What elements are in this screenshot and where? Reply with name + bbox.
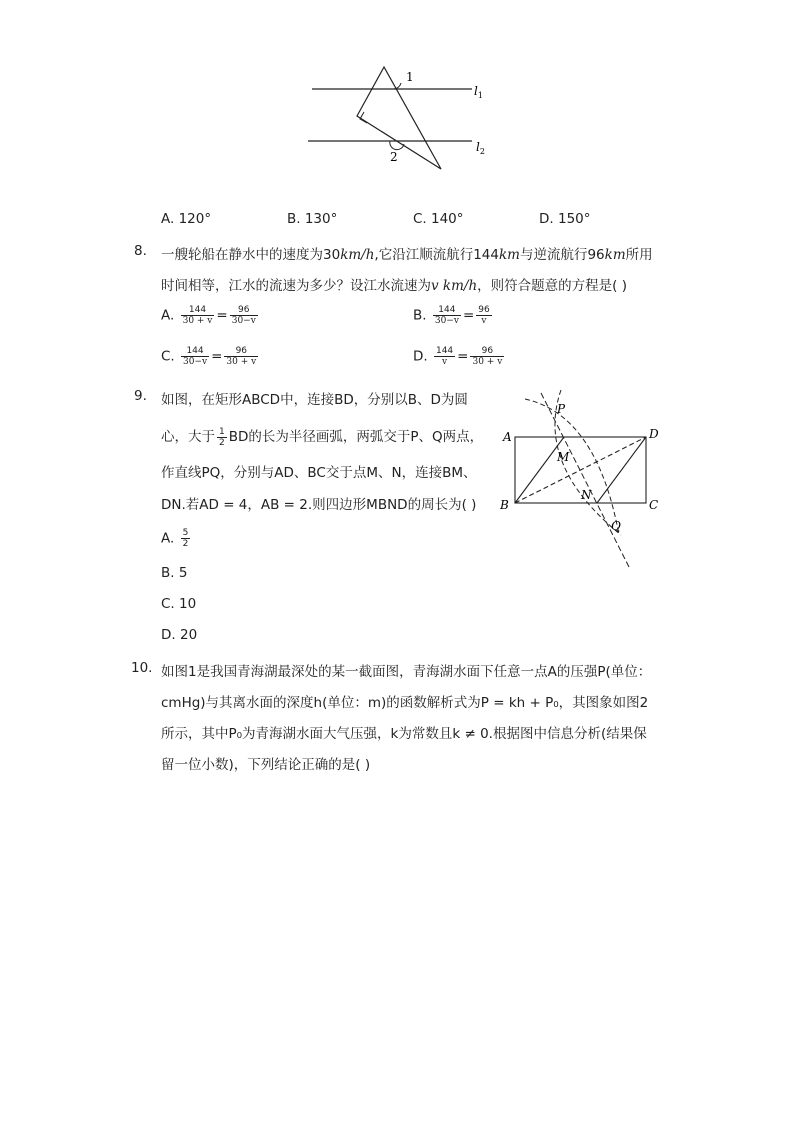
q8-option-b[interactable]: B. $\frac{144}{30-v}$ = $\frac{96}{v}$ (413, 305, 490, 326)
label-a: A (503, 430, 512, 444)
label-p: P (557, 402, 566, 416)
label-b: B (500, 498, 509, 512)
q9-option-b[interactable]: B. 5 (161, 565, 188, 581)
q8-option-d[interactable]: D. $\frac{144}{v}$ = $\frac{96}{30 + v}$ (413, 346, 503, 367)
arc-from-b (525, 399, 619, 535)
rectangle-abcd-figure (495, 385, 675, 575)
line-l1-label: $l_1$ (474, 84, 483, 100)
angle-2-arc (390, 141, 404, 150)
segment-bm (515, 437, 564, 503)
q9-stem-line1: 如图，在矩形ABCD中，连接BD，分别以B、D为圆 (161, 392, 468, 408)
q8-option-c[interactable]: C. $\frac{144}{30-v}$ = $\frac{96}{30 + v}$ (161, 346, 257, 367)
line-pq (541, 393, 629, 567)
label-m: M (557, 450, 570, 464)
angle-1-label: 1 (406, 70, 414, 84)
q9-option-a[interactable]: A. $\frac{5}{2}$ (161, 528, 189, 549)
label-n: N (581, 488, 592, 502)
q9-stem-line4: DN.若AD = 4，AB = 2.则四边形MBND的周长为( ) (161, 497, 477, 513)
q7-option-c[interactable]: C. 140° (413, 211, 464, 227)
q9-option-d[interactable]: D. 20 (161, 627, 198, 643)
q9-number: 9. (134, 388, 147, 404)
q9-stem-line2: 心，大于 $\frac{1}{2}$ BD的长为半径画弧，两弧交于P、Q两点， (161, 426, 484, 448)
label-c: C (649, 498, 659, 512)
q10-stem-line2: cmHg)与其离水面的深度h(单位：m)的函数解析式为P = kh + P₀，其图象如图2 (161, 695, 649, 711)
parallel-lines-triangle-figure (300, 60, 500, 175)
q8-option-a[interactable]: A. $\frac{144}{30 + v}$ = $\frac{96}{30-v}$ (161, 305, 256, 326)
q7-option-b[interactable]: B. 130° (287, 211, 338, 227)
label-d: D (649, 427, 659, 441)
q7-option-a[interactable]: A. 120° (161, 211, 212, 227)
q8-number: 8. (134, 243, 147, 259)
q10-stem-line1: 如图1是我国青海湖最深处的某一截面图，青海湖水面下任意一点A的压强P(单位： (161, 664, 652, 680)
q10-number: 10. (131, 660, 153, 676)
segment-dn (597, 437, 646, 503)
q9-stem-line3: 作直线PQ，分别与AD、BC交于点M、N，连接BM、 (161, 465, 477, 481)
q9-option-c[interactable]: C. 10 (161, 596, 197, 612)
q10-stem-line4: 留一位小数)，下列结论正确的是( ) (161, 757, 371, 773)
angle-2-label: 2 (390, 150, 398, 164)
q10-stem-line3: 所示，其中P₀为青海湖水面大气压强，k为常数且k ≠ 0.根据图中信息分析(结果保 (161, 726, 647, 742)
label-q: Q (611, 519, 621, 533)
q8-stem-line1: 一艘轮船在静水中的速度为30km/h,它沿江顺流航行144km与逆流航行96km所用 (161, 247, 653, 263)
line-l2-label: $l_2$ (476, 140, 485, 156)
right-triangle (357, 67, 441, 169)
q7-option-d[interactable]: D. 150° (539, 211, 591, 227)
q8-stem-line2: 时间相等，江水的流速为多少？设江水流速为v km/h，则符合题意的方程是( ) (161, 278, 627, 294)
